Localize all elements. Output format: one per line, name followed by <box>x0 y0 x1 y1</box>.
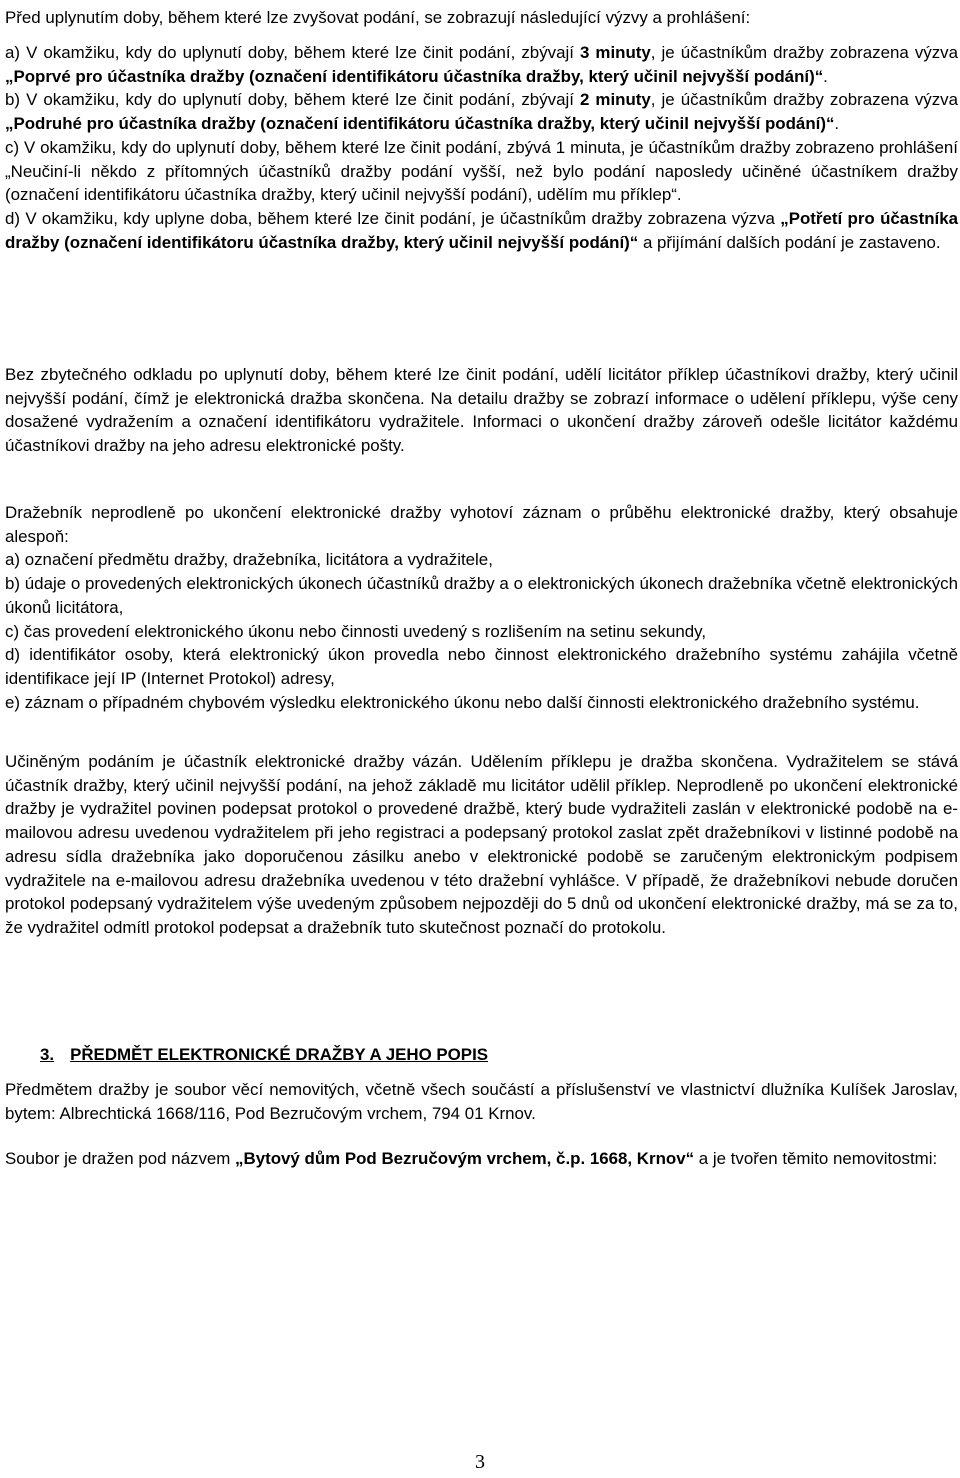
record-item-b: b) údaje o provedených elektronických úkonech účastníků dražby a o elektronických úkonech dražebníka včetně elektronických úkonů licitátora, <box>5 574 958 617</box>
section-heading <box>40 1043 488 1067</box>
section-title: PŘEDMĚT ELEKTRONICKÉ DRAŽBY A JEHO POPIS <box>70 1045 489 1064</box>
list-item-d: d) V okamžiku, kdy uplyne doba, během které lze činit podání, je účastníkům dražby zobrazena výzva „Potřetí pro účastníka dražby (označení identifikátoru účastníka dražby, který učinil nejvyšší podání)“ a přijímání dalších podání je zastaveno. <box>5 208 958 252</box>
record-item-c: c) čas provedení elektronického úkonu nebo činnosti uvedený s rozlišením na setinu sekundy, <box>5 621 707 641</box>
record-item-d: d) identifikátor osoby, která elektronický úkon provedla nebo činnost elektronického dražebního systému zahájila včetně identifikace její IP (Internet Protokol) adresy, <box>5 645 958 688</box>
bid-binding-paragraph: Učiněným podáním je účastník elektronické dražby vázán. Udělením příklepu je dražba skončena. Vydražitelem se stává účastník dražby, který učinil nejvyšší podání, na jehož základě mu licitátor udělil příklep. Neprodleně po ukončení elektronické dražby je vydražitel povinen podepsat protokol o provedené dražbě, který bude vydražiteli zaslán v elektronické podobě na e-mailovou adresu uvedenou vydražitelem při jeho registraci a podepsaný protokol zaslat zpět dražebníkovi v listinné podobě na adresu sídla dražebníka jako doporučenou zásilku anebo v elektronické podobě se zaručeným elektronickým podpisem vydražitele na e-mailovou adresu dražebníka uvedenou v této dražební vyhlášce. V případě, že dražebníkovi nebude doručen protokol podepsaný vydražitelem výše uvedeným způsobem nejpozději do 5 dnů od ukončení elektronické dražby, má se za to, že vydražitel odmítl protokol podepsat a dražebník tuto skutečnost poznačí do protokolu. <box>5 752 958 937</box>
intro-paragraph: Před uplynutím doby, během které lze zvyšovat podání, se zobrazují následující výzvy a prohlášení: <box>5 8 751 27</box>
subject-paragraph: Předmětem dražby je soubor věcí nemovitých, včetně všech součástí a příslušenství ve vlastnictví dlužníka Kulíšek Jaroslav, bytem: Albrechtická 1668/116, Pod Bezručovým vrchem, 794 01 Krnov. <box>5 1080 958 1123</box>
record-item-e: e) záznam o případném chybovém výsledku elektronického úkonu nebo další činnosti elektronického dražebního systému. <box>5 692 920 712</box>
auction-calls-list <box>5 41 958 254</box>
list-item-b: b) V okamžiku, kdy do uplynutí doby, během které lze činit podání, zbývají 2 minuty, je účastníkům dražby zobrazena výzva „Podruhé pro účastníka dražby (označení identifikátoru účastníka dražby, který učinil nejvyšší podání)“. <box>5 90 958 134</box>
record-item-a: a) označení předmětu dražby, dražebníka, licitátora a vydražitele, <box>5 550 493 570</box>
list-item-a: a) V okamžiku, kdy do uplynutí doby, během které lze činit podání, zbývají 3 minuty, je účastníkům dražby zobrazena výzva „Poprvé pro účastníka dražby (označení identifikátoru účastníka dražby, který učinil nejvyšší podání)“. <box>5 43 958 86</box>
page-number: 3 <box>475 1451 485 1473</box>
record-intro: Dražebník neprodleně po ukončení elektronické dražby vyhotoví záznam o průběhu elektronické dražby, který obsahuje alespoň: <box>5 503 958 546</box>
section-number: 3. <box>40 1045 55 1064</box>
set-name-paragraph: Soubor je dražen pod názvem „Bytový dům Pod Bezručovým vrchem, č.p. 1668, Krnov“ a je tvořen těmito nemovitostmi: <box>5 1149 938 1168</box>
hammer-paragraph: Bez zbytečného odkladu po uplynutí doby, během které lze činit podání, udělí licitátor příklep účastníkovi dražby, který učinil nejvyšší podání, čímž je elektronická dražba skončena. Na detailu dražby se zobrazí informace o udělení příklepu, výše ceny dosažené vydražením a označení identifikátoru vydražitele. Informaci o ukončení dražby zároveň odešle licitátor každému účastníkovi dražby na jeho adresu elektronické pošty. <box>5 365 958 456</box>
list-item-c: c) V okamžiku, kdy do uplynutí doby, během které lze činit podání, zbývá 1 minuta, je účastníkům dražby zobrazeno prohlášení „Neučiní-li někdo z přítomných účastníků dražby podání vyšší, než bylo podání naposledy učiněné účastníkem dražby (označení identifikátoru účastníka dražby, který učinil nejvyšší podání), udělím mu příklep“. <box>5 137 958 205</box>
record-section <box>5 501 958 714</box>
